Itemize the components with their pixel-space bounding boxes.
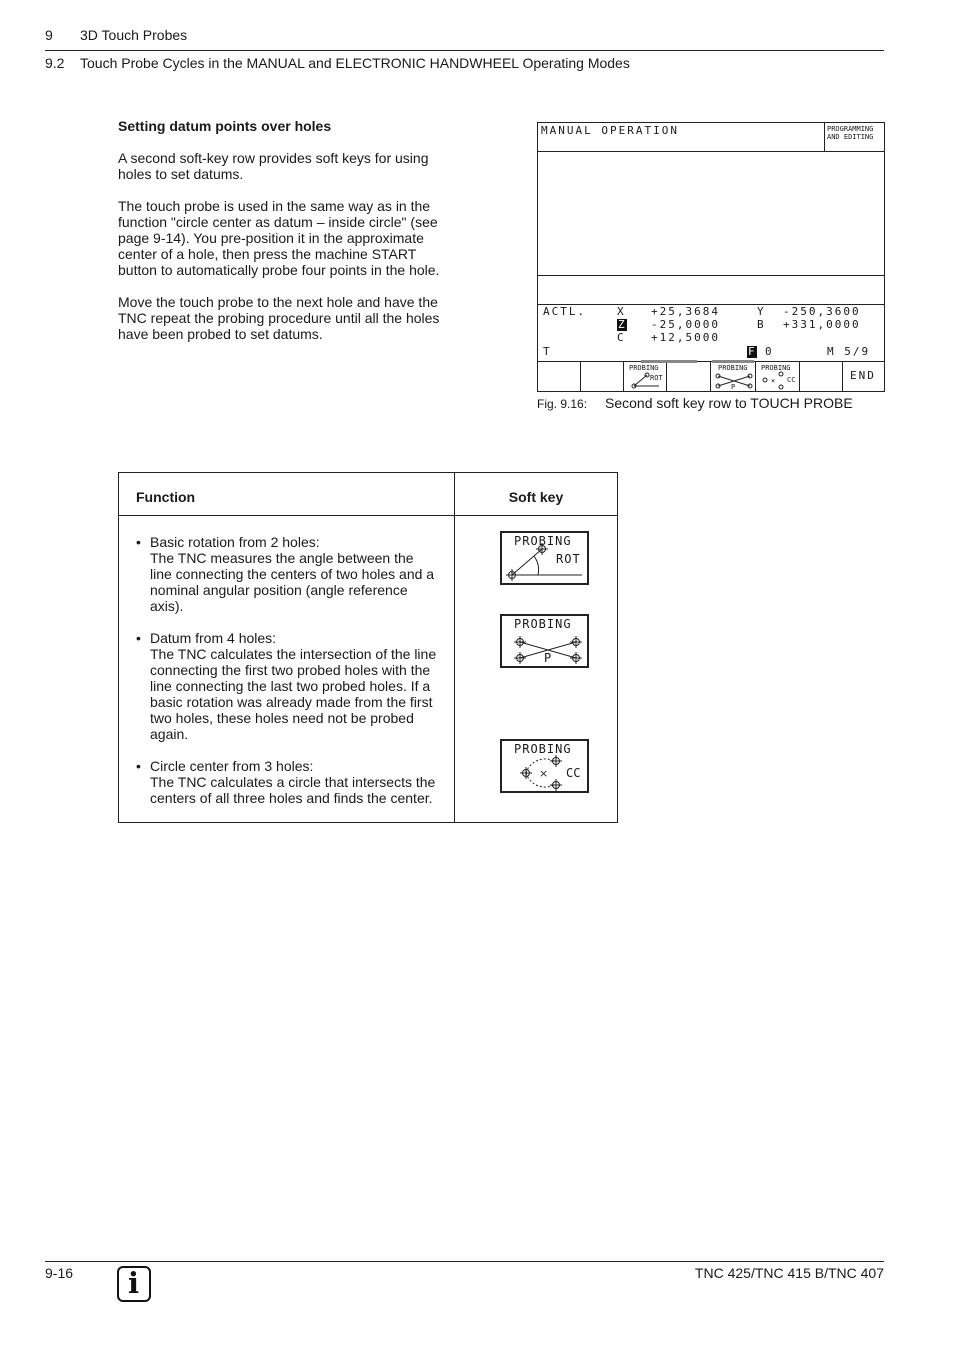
softkey-probing-cc-button[interactable] — [500, 739, 589, 793]
svg-text:×: × — [771, 377, 776, 385]
softkey-label-bottom: P — [544, 651, 553, 665]
screen-y-value: -250,3600 — [783, 305, 861, 318]
chapter-title: 3D Touch Probes — [80, 27, 188, 43]
softkey-probing-rot-bottom[interactable]: ROT — [650, 374, 663, 382]
list-item — [119, 534, 437, 614]
screen-x-axis: X — [617, 305, 626, 318]
screen-mode-title: MANUAL OPERATION — [541, 124, 679, 137]
paragraph-3: Move the touch probe to the next hole and have the TNC repeat the probing procedure until all the holes have been probed to set datums. — [118, 294, 440, 342]
softkey-probing-p-button[interactable] — [500, 614, 589, 668]
figure-caption: Second soft key row to TOUCH PROBE — [605, 395, 853, 411]
screen-z-value: -25,0000 — [651, 318, 720, 331]
softkey-probing-rot-button[interactable] — [500, 531, 589, 585]
function-title: Basic rotation from 2 holes: — [150, 534, 320, 550]
svg-text:×: × — [539, 767, 549, 780]
section-number: 9.2 — [45, 55, 65, 71]
screen-t-label: T — [543, 345, 552, 358]
function-title: Datum from 4 holes: — [150, 630, 277, 646]
table-header-softkey: Soft key — [455, 473, 618, 516]
screen-side-mode-1: PROGRAMMING — [827, 125, 874, 133]
screen-side-mode-2: AND EDITING — [827, 133, 874, 141]
table-header-function: Function — [119, 473, 455, 516]
screen-m-label: M 5/9 — [827, 345, 871, 358]
screen-actl: ACTL. — [543, 305, 587, 318]
softkey-label-bottom: CC — [566, 766, 581, 780]
footer-model: TNC 425/TNC 415 B/TNC 407 — [694, 1265, 884, 1281]
header-rule — [45, 50, 884, 51]
screen-c-value: +12,5000 — [651, 331, 720, 344]
screen-x-value: +25,3684 — [651, 305, 720, 318]
paragraph-2: The touch probe is used in the same way as in the function "circle center as datum – inside circle" (see page 9-14). You pre-position it in the approximate center of a hole, then press the machine START button to automatically probe four points in the hole. — [118, 198, 440, 278]
tnc-screen — [537, 122, 885, 392]
softkey-probing-p-top[interactable]: PROBING — [718, 364, 748, 372]
softkey-end[interactable]: END — [850, 369, 876, 382]
section-heading: Setting datum points over holes — [118, 118, 332, 134]
info-icon: i — [117, 1266, 151, 1302]
softkey-probing-cc-bottom[interactable]: CC — [787, 376, 796, 384]
probing-rot-icon — [502, 533, 587, 583]
screen-f-label: F — [747, 346, 757, 358]
function-cell — [119, 516, 455, 823]
softkey-probing-rot-top[interactable]: PROBING — [629, 364, 659, 372]
list-item — [119, 630, 437, 742]
softkey-label-top: PROBING — [514, 534, 572, 548]
list-item — [119, 758, 437, 806]
screen-c-axis: C — [617, 331, 626, 344]
function-desc: The TNC calculates the intersection of the line connecting the first two probed holes with the line connecting the last two probed holes. If a basic rotation was already made from the first two holes, these holes need not be probed again. — [150, 646, 437, 742]
softkey-row — [537, 361, 885, 392]
softkey-label-top: PROBING — [514, 617, 572, 631]
softkey-label-top: PROBING — [514, 742, 572, 756]
table-header-row — [119, 473, 618, 516]
probe-rot-mini-icon — [631, 370, 661, 390]
softkey-probing-p-bottom[interactable]: P — [731, 383, 736, 391]
figure-number: Fig. 9.16: — [537, 397, 588, 411]
function-title: Circle center from 3 holes: — [150, 758, 314, 774]
page-number: 9-16 — [45, 1265, 74, 1281]
function-desc: The TNC measures the angle between the line connecting the centers of two holes and a nominal angular position (angle reference axis). — [150, 550, 435, 614]
screen-b-value: +331,0000 — [783, 318, 861, 331]
screen-z-axis: Z — [617, 319, 627, 331]
softkey-probing-cc-top[interactable]: PROBING — [761, 364, 791, 372]
screen-f-value: 0 — [765, 345, 774, 358]
function-desc: The TNC calculates a circle that intersects the centers of all three holes and finds the center. — [150, 774, 436, 806]
chapter-number: 9 — [45, 27, 53, 43]
softkey-label-bottom: ROT — [556, 552, 581, 566]
paragraph-1: A second soft-key row provides soft keys for using holes to set datums. — [118, 150, 429, 182]
main-text — [118, 118, 458, 358]
screen-y-axis: Y — [757, 305, 766, 318]
footer-rule — [45, 1261, 884, 1262]
screen-b-axis: B — [757, 318, 766, 331]
section-title: Touch Probe Cycles in the MANUAL and ELECTRONIC HANDWHEEL Operating Modes — [80, 55, 630, 71]
